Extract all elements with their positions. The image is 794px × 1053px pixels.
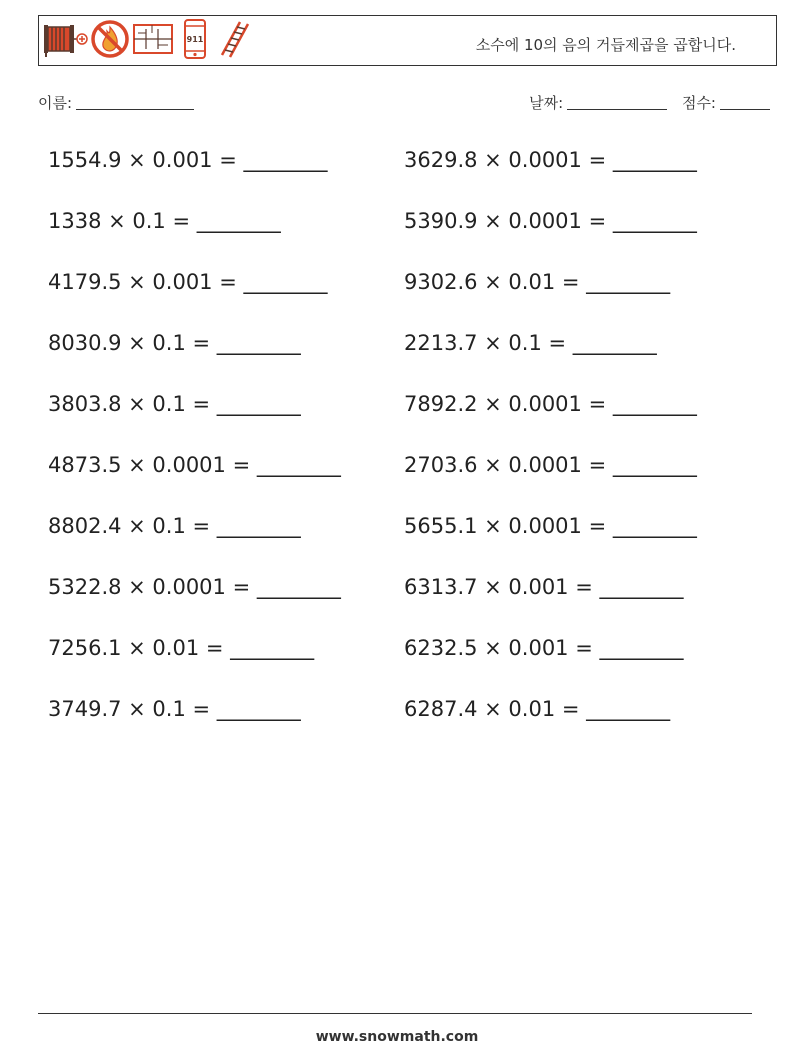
date-blank[interactable] [567, 95, 667, 110]
problem-7-left: 8802.4 × 0.1 = ________ [48, 514, 301, 538]
no-fire-icon [90, 19, 130, 63]
problem-8-left: 5322.8 × 0.0001 = ________ [48, 575, 341, 599]
name-field [38, 92, 194, 113]
problem-8-right: 6313.7 × 0.001 = ________ [404, 575, 684, 599]
footer-website: www.snowmath.com [315, 1029, 479, 1045]
footer-divider [38, 1013, 752, 1014]
problem-9-left: 7256.1 × 0.01 = ________ [48, 636, 315, 660]
date-label: 날짜: [529, 94, 564, 112]
problem-2-right: 5390.9 × 0.0001 = ________ [404, 209, 697, 233]
problem-5-left: 3803.8 × 0.1 = ________ [48, 392, 301, 416]
problem-7-right: 5655.1 × 0.0001 = ________ [404, 514, 697, 538]
emergency-phone-icon [182, 19, 208, 63]
problem-10-left: 3749.7 × 0.1 = ________ [48, 697, 301, 721]
score-label: 점수: [681, 94, 716, 112]
problem-3-right: 9302.6 × 0.01 = ________ [404, 270, 671, 294]
name-label: 이름: [38, 94, 73, 112]
problem-2-left: 1338 × 0.1 = ________ [48, 209, 281, 233]
problem-4-left: 8030.9 × 0.1 = ________ [48, 331, 301, 355]
worksheet-header [38, 15, 777, 66]
name-blank[interactable] [76, 95, 194, 110]
problem-1-right: 3629.8 × 0.0001 = ________ [404, 148, 697, 172]
problem-4-right: 2213.7 × 0.1 = ________ [404, 331, 657, 355]
problem-9-right: 6232.5 × 0.001 = ________ [404, 636, 684, 660]
score-blank[interactable] [720, 95, 770, 110]
problem-3-left: 4179.5 × 0.001 = ________ [48, 270, 328, 294]
floor-plan-icon [132, 23, 174, 59]
fire-hose-icon [42, 21, 88, 61]
problem-10-right: 6287.4 × 0.01 = ________ [404, 697, 671, 721]
problem-6-left: 4873.5 × 0.0001 = ________ [48, 453, 341, 477]
problem-6-right: 2703.6 × 0.0001 = ________ [404, 453, 697, 477]
header-icons [42, 21, 254, 61]
date-score-fields [529, 92, 770, 113]
problem-1-left: 1554.9 × 0.001 = ________ [48, 148, 328, 172]
ladder-icon [218, 19, 252, 63]
problem-5-right: 7892.2 × 0.0001 = ________ [404, 392, 697, 416]
phone-label: 911 [186, 35, 204, 44]
worksheet-title: 소수에 10의 음의 거듭제곱을 곱합니다. [475, 36, 736, 54]
